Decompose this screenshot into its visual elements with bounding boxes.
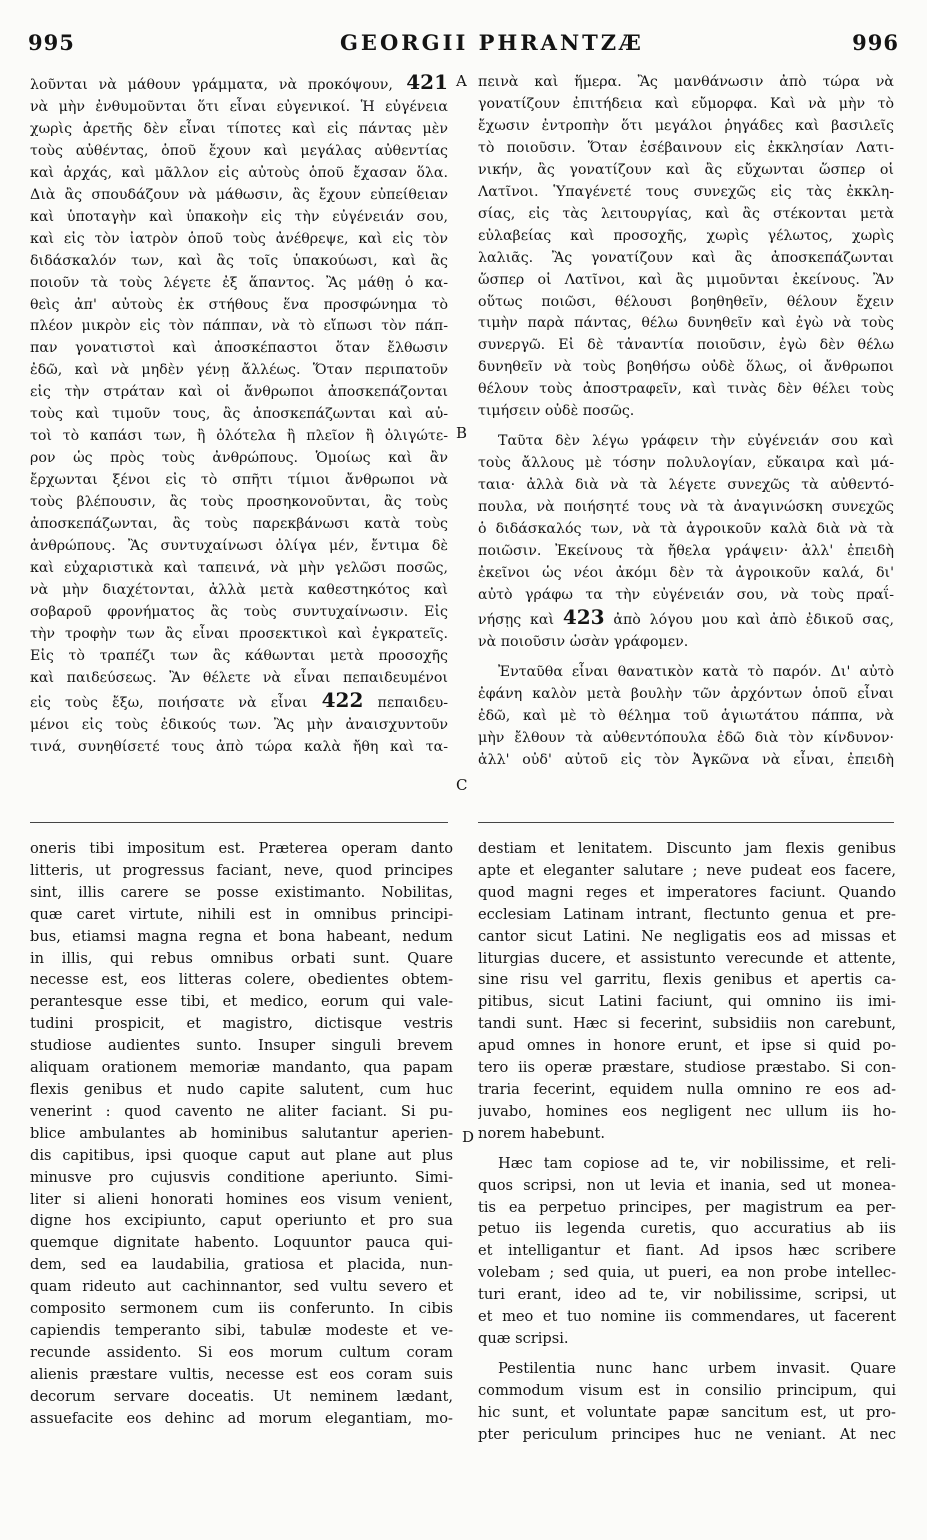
text-line: οὕτως ποιῶσι, θέλουσι βοηθηθεῖν, θέλουν ἔχειν xyxy=(478,293,894,310)
margin-mark-b: B xyxy=(456,424,468,442)
text-line: pter periculum principes huc ne veniant. At nec xyxy=(478,1425,896,1443)
text-line: εἰς τοὺς ἔξω, ποιήσατε νὰ εἶναι 422 πεπαιδευ- xyxy=(30,689,448,712)
text-line: quod magni reges et imperatores faciunt. Quando xyxy=(478,883,896,901)
text-line: commodum visum est in consilio principum, qui xyxy=(478,1381,896,1399)
text-line: liter si alieni honorati homines eos visum venient, xyxy=(30,1190,453,1208)
text-line: θεὶς ἀπ' αὐτοὺς ἐκ στήθους ἕνα προσφώνημα τὸ xyxy=(30,296,448,313)
text-line: norem habebunt. xyxy=(478,1124,605,1142)
page-number-right: 996 xyxy=(852,30,899,55)
text-line: τὸ ποιοῦσιν. Ὅταν ἐσέβαινουν εἰς ἐκκλησίαν Λατι- xyxy=(478,139,894,156)
text-line: τοὺς αὐθέντας, ὁποῦ ἔχουν καὶ μεγάλας αὐθεντίας xyxy=(30,142,448,159)
text-line: καὶ ἀρχάς, καὶ μᾶλλον εἰς αὐτοὺς ὁποῦ ἔχασαν ὅλα. xyxy=(30,164,448,181)
text-line: πλέον μικρὸν εἰς τὸν πάππαν, νὰ τὸ εἴπωσι τὸν πάπ- xyxy=(30,318,448,335)
text-line: assuefacite eos dehinc ad morum elegantiam, mo- xyxy=(30,1409,453,1427)
text-line: litteris, ut progressus faciant, neve, quod principes xyxy=(30,861,453,879)
text-line: turi erant, ideo ad te, vir nobilissime, scripsi, ut xyxy=(478,1286,896,1304)
greek-column-right xyxy=(478,72,894,772)
text-line: aliquam orationem memoriæ mandanto, qua papam xyxy=(30,1059,453,1077)
column-divider-left xyxy=(30,822,448,823)
text-line: μένοι εἰς τοὺς ἐδικούς των. Ἂς μὴν ἀναισχυντοῦν xyxy=(30,716,448,733)
text-line: γονατίζουν ἐπιτήδεια καὶ εὔμορφα. Καὶ νὰ μὴν τὸ xyxy=(478,95,894,112)
margin-mark-a: A xyxy=(456,72,467,90)
text-line: Εἰς τὸ τραπέζι των ἂς κάθωνται μετὰ προσοχῆς xyxy=(30,647,448,664)
section-number: 421 xyxy=(392,72,448,94)
text-line: νὰ ποιοῦσιν ὡσὰν γράφομεν. xyxy=(478,633,689,650)
text-line: χωρὶς ἀρετῆς δὲν εἶναι τίποτες καὶ εἰς πάντας μὲν xyxy=(30,120,448,137)
text-line: traria fecerint, equidem nulla omnino re eos ad- xyxy=(478,1080,896,1098)
text-line: σοβαροῦ φρονήματος ἂς τοὺς συντυχαίνωσιν. Εἰς xyxy=(30,603,448,620)
text-line: blice ambulantes ab hominibus salutantur aperien- xyxy=(30,1124,453,1142)
text-line: ὁ διδάσκαλός των, νὰ τὰ ἀγροικοῦν καλὰ διὰ νὰ τὰ xyxy=(478,521,894,538)
latin-column-right xyxy=(478,838,896,1445)
text-line: εὐλαβείας καὶ προσοχῆς, χωρὶς γέλωτος, χωρὶς xyxy=(478,227,894,244)
text-line: μὴν ἔλθουν τὰ αὐθεντόπουλα ἐδῶ διὰ τὸν κίνδυνον· xyxy=(478,729,894,746)
text-line: ἔρχωνται ξένοι εἰς τὸ σπῆτι τίμιοι ἄνθρωποι νὰ xyxy=(30,472,448,489)
text-line: quemque dignitate habento. Loquuntor pauca qui- xyxy=(30,1234,453,1252)
text-line: ρον ὡς πρὸς τοὺς ἀνθρώπους. Ὁμοίως καὶ ἂν xyxy=(30,450,448,467)
text-line: dis capitibus, ipsi quoque caput aut plane aut plus xyxy=(30,1146,453,1164)
text-line: ἐφάνη καλὸν μετὰ βουλὴν τῶν ἀρχόντων ὁποῦ εἶναι xyxy=(478,685,894,702)
text-line: νὰ μὴν διαχέτονται, ἀλλὰ μετὰ καθεστηκότος καὶ xyxy=(30,581,448,598)
text-line: oneris tibi impositum est. Præterea operam danto xyxy=(30,840,453,857)
text-line: τοὺς καὶ τιμοῦν τους, ἂς ἀποσκεπάζωνται καὶ αὐ- xyxy=(30,406,448,423)
text-line: petuo iis legenda curetis, quo accuratius ab iis xyxy=(478,1220,896,1238)
text-line: τιμήσειν οὐδὲ ποσῶς. xyxy=(478,403,635,420)
text-line: tero iis operæ præstare, studiose præstabo. Si con- xyxy=(478,1059,896,1077)
text-line: apte et eleganter salutare ; neve pudeat eos facere, xyxy=(478,861,896,879)
section-number: 423 xyxy=(562,606,605,629)
text-line: venerint : quod cavento ne aliter faciant. Si pu- xyxy=(30,1102,453,1120)
text-line: καὶ εὐχαριστικὰ καὶ ταπεινά, νὰ μὴν γελῶσι ποσῶς, xyxy=(30,559,448,576)
text-line: συνεργῶ. Εἰ δὲ τἀναντία ποιοῦσιν, ἐγὼ δὲν θέλω xyxy=(478,337,894,354)
text-line: Διὰ ἂς σπουδάζουν νὰ μάθωσιν, ἂς ἔχουν εὐπείθειαν xyxy=(30,186,448,203)
text-line: Hæc tam copiose ad te, vir nobilissime, et reli- xyxy=(498,1154,896,1172)
text-line: ἐκεῖνοι ὡς νέοι ἀκόμι δὲν τὰ ἀγροικοῦν καλά, δι' xyxy=(478,564,894,581)
text-line: Pestilentia nunc hanc urbem invasit. Quare xyxy=(498,1359,896,1377)
text-line: θέλουν τοὺς ἀποστραφεῖν, καὶ τινὰς δὲν θέλει τοὺς xyxy=(478,381,894,398)
margin-mark-c: C xyxy=(456,776,468,794)
text-line: capiendis temperanto sibi, tabulæ modeste et ve- xyxy=(30,1321,453,1339)
text-line: τιμὴν παρὰ πάντας, θέλω δυνηθεῖν καὶ ἐγὼ νὰ τοὺς xyxy=(478,315,894,332)
text-line: liturgias ducere, et assistunto verecunde et attente, xyxy=(478,949,896,967)
text-line: λαλιᾶς. Ἂς γονατίζουν καὶ ἂς ἀποσκεπάζωνται xyxy=(478,249,894,266)
text-line: αὐτὸ γράφω τα τὴν εὐγένειάν σου, νὰ τοὺς πραΐ- xyxy=(478,586,894,603)
text-line: tudini prospicit, et magistro, dictisque vestris xyxy=(30,1015,453,1033)
text-line: flexis genibus et nudo capite salutent, cum huc xyxy=(30,1080,453,1098)
text-line: studiose audientes sunto. Insuper singuli brevem xyxy=(30,1037,453,1055)
text-line: sine risu vel garritu, flexis genibus et apertis ca- xyxy=(478,971,896,989)
text-line: καὶ ὑποταγὴν καὶ ὑπακοὴν εἰς τὴν εὐγένειάν σου, xyxy=(30,208,448,225)
text-line: διδάσκαλόν των, καὶ ἂς τοῖς ὑπακούωσι, καὶ ἂς xyxy=(30,252,448,269)
text-line: ἐδῶ, καὶ νὰ μηδὲν γένῃ ἄλλέως. Ὅταν περιπατοῦν xyxy=(30,362,448,379)
text-line: minusve pro cujusvis conditione aperiunto. Simi- xyxy=(30,1168,453,1186)
section-number: 422 xyxy=(321,689,364,712)
text-line: ποιοῦν τὰ τοὺς λέγετε ἐξ ἅπαντος. Ἂς μάθῃ ὁ κα- xyxy=(30,274,448,291)
text-line: δυνηθεῖν νὰ τοὺς βοηθήσω οὐδὲ ὅλως, οἱ ἄνθρωποι xyxy=(478,359,894,376)
text-line: juvabo, homines eos negligent nec ullum iis ho- xyxy=(478,1102,896,1120)
greek-column-left xyxy=(30,72,448,759)
text-line: et meo et tuo nomine iis commendares, ut facerent xyxy=(478,1308,896,1326)
text-line: σίας, εἰς τὰς λειτουργίας, καὶ ἂς στέκονται μετὰ xyxy=(478,205,894,222)
text-line: πεινὰ καὶ ἥμερα. Ἂς μανθάνωσιν ἀπὸ τώρα νὰ xyxy=(478,74,894,90)
text-line: et intelligantur et fiant. Ad ipsos hæc scribere xyxy=(478,1242,896,1260)
text-line: τὴν τροφὴν των ἂς εἶναι προσεκτικοὶ καὶ ἐγκρατεῖς. xyxy=(30,625,448,642)
text-line: νήσῃς καὶ 423 ἀπὸ λόγου μου καὶ ἀπὸ ἐδικοῦ σας, xyxy=(478,606,894,629)
text-line: quos scripsi, non ut levia et inania, sed ut monea- xyxy=(478,1176,896,1194)
text-line: quæ scripsi. xyxy=(478,1329,569,1347)
text-line: τοὺς βλέπουσιν, ἂς τοὺς προσηκονοῦνται, ἂς τοὺς xyxy=(30,494,448,511)
text-line: Ταῦτα δὲν λέγω γράφειν τὴν εὐγένειάν σου καὶ xyxy=(498,433,894,450)
running-title: GEORGII PHRANTZÆ xyxy=(340,30,644,55)
text-line: ἀλλ' οὐδ' αὐτοῦ εἰς τὸν Ἀγκῶνα νὰ εἶναι, ἐπειδὴ xyxy=(478,751,894,768)
text-line: εἰς τὴν στράταν καὶ οἱ ἄνθρωποι ἀποσκεπάζονται xyxy=(30,384,448,401)
text-line: necesse est, eos litteras colere, obedientes obtem- xyxy=(30,971,453,989)
text-line: perantesque esse tibi, et medico, eorum qui vale- xyxy=(30,993,453,1011)
text-line: decorum servare doceatis. Ut neminem lædant, xyxy=(30,1387,453,1405)
text-line: ἐδῶ, καὶ μὲ τὸ θέλημα τοῦ ἁγιωτάτου πάππα, νὰ xyxy=(478,707,894,724)
text-line: recunde assidento. Si eos morum cultum coram xyxy=(30,1343,453,1361)
text-line: cantor sicut Latini. Ne negligatis eos ad missas et xyxy=(478,927,896,945)
text-line: πουλα, νὰ ποιήσητέ τους νὰ τὰ ἀναγινώσκη συνεχῶς xyxy=(478,499,894,516)
text-line: sint, illis carere se posse existimanto. Nobilitas, xyxy=(30,883,453,901)
text-line: in illis, qui rebus omnibus orbati sunt. Quare xyxy=(30,949,453,967)
text-line: ἔχωσιν ἐντροπὴν ὅτι μεγάλοι ῥηγάδες καὶ βασιλεῖς xyxy=(478,117,894,134)
text-line: νὰ μὴν ἐνθυμοῦνται ὅτι εἶναι εὐγενικοί. Ἡ εὐγένεια xyxy=(30,98,448,115)
text-line: ἀνθρώπους. Ἂς συντυχαίνωσι ὀλίγα μέν, ἔντιμα δὲ xyxy=(30,538,448,555)
column-divider-right xyxy=(478,822,894,823)
latin-column-left xyxy=(30,838,453,1429)
text-line: tis ea perpetuo principes, per magistrum ea per- xyxy=(478,1198,896,1216)
text-line: ὥσπερ οἱ Λατῖνοι, καὶ ἂς μιμοῦνται ἐκείνους. Ἂν xyxy=(478,271,894,288)
text-line: παν γονατιστοὶ καὶ ἀποσκέπαστοι ὅταν ἔλθωσιν xyxy=(30,340,448,357)
text-line: apud omnes in honore erunt, et ipse si quid po- xyxy=(478,1037,896,1055)
text-line: τοὶ τὸ καπάσι των, ἢ ὁλότελα ἢ πλεῖον ἢ ὀλιγώτε- xyxy=(30,428,448,445)
text-line: tandi sunt. Hæc si fecerint, subsidiis non carebunt, xyxy=(478,1015,896,1033)
text-line: καὶ παιδεύσεως. Ἂν θέλετε νὰ εἶναι πεπαιδευμένοι xyxy=(30,669,448,686)
text-line: Ἐνταῦθα εἶναι θανατικὸν κατὰ τὸ παρόν. Δι' αὐτὸ xyxy=(498,663,894,680)
text-line: hic sunt, et voluntate papæ sancitum est, ut pro- xyxy=(478,1403,896,1421)
text-line: pitibus, sicut Latini faciunt, qui omnino iis imi- xyxy=(478,993,896,1011)
text-line: καὶ εἰς τὸν ἰατρὸν ὁποῦ τοὺς ἀνέθρεψε, καὶ εἰς τὸν xyxy=(30,230,448,247)
page-number-left: 995 xyxy=(28,30,75,55)
text-line: ποιῶσιν. Ἐκείνους τὰ ἤθελα γράψειν· ἀλλ' ἐπειδὴ xyxy=(478,543,894,560)
text-line: dem, sed ea laudabilia, gratiosa et placida, nun- xyxy=(30,1256,453,1274)
text-line: digne hos excipiunto, caput operiunto et pro sua xyxy=(30,1212,453,1230)
text-line: νικήν, ἂς γονατίζουν καὶ ἂς εὔχωνται ὥσπερ οἱ xyxy=(478,161,894,178)
text-line: λοῦνται νὰ μάθουν γράμματα, νὰ προκόψουν, 421 xyxy=(30,72,448,94)
text-line: quæ caret virtute, nihili est in omnibus principi- xyxy=(30,905,453,923)
text-line: τοὺς ἄλλους μὲ τόσην πολυλογίαν, εὔκαιρα καὶ μά- xyxy=(478,455,894,472)
text-line: τινά, συνηθίσετέ τους ἀπὸ τώρα καλὰ ἤθη καὶ τα- xyxy=(30,738,448,755)
text-line: Λατῖνοι. Ὑπαγένετέ τους συνεχῶς εἰς τὰς ἐκκλη- xyxy=(478,183,894,200)
text-line: ταια· ἀλλὰ διὰ νὰ τὰ λέγετε συνεχῶς τὰ αὐθεντό- xyxy=(478,477,894,494)
text-line: ecclesiam Latinam intrant, flectunto genua et pre- xyxy=(478,905,896,923)
margin-mark-d: D xyxy=(462,1128,475,1146)
text-line: quam rideuto aut cachinnantor, sed vultu severo et xyxy=(30,1278,453,1296)
text-line: bus, etiamsi magna regna et bona habeant, nedum xyxy=(30,927,453,945)
text-line: composito sermonem cum iis conferunto. In cibis xyxy=(30,1300,453,1318)
text-line: destiam et lenitatem. Discunto jam flexis genibus xyxy=(478,840,896,857)
text-line: alienis præstare vultis, necesse est eos coram suis xyxy=(30,1365,453,1383)
text-line: volebam ; sed quia, ut pueri, ea non probe intellec- xyxy=(478,1264,896,1282)
text-line: ἀποσκεπάζωνται, ἂς τοὺς παρεκβάνωσι κατὰ τοὺς xyxy=(30,516,448,533)
